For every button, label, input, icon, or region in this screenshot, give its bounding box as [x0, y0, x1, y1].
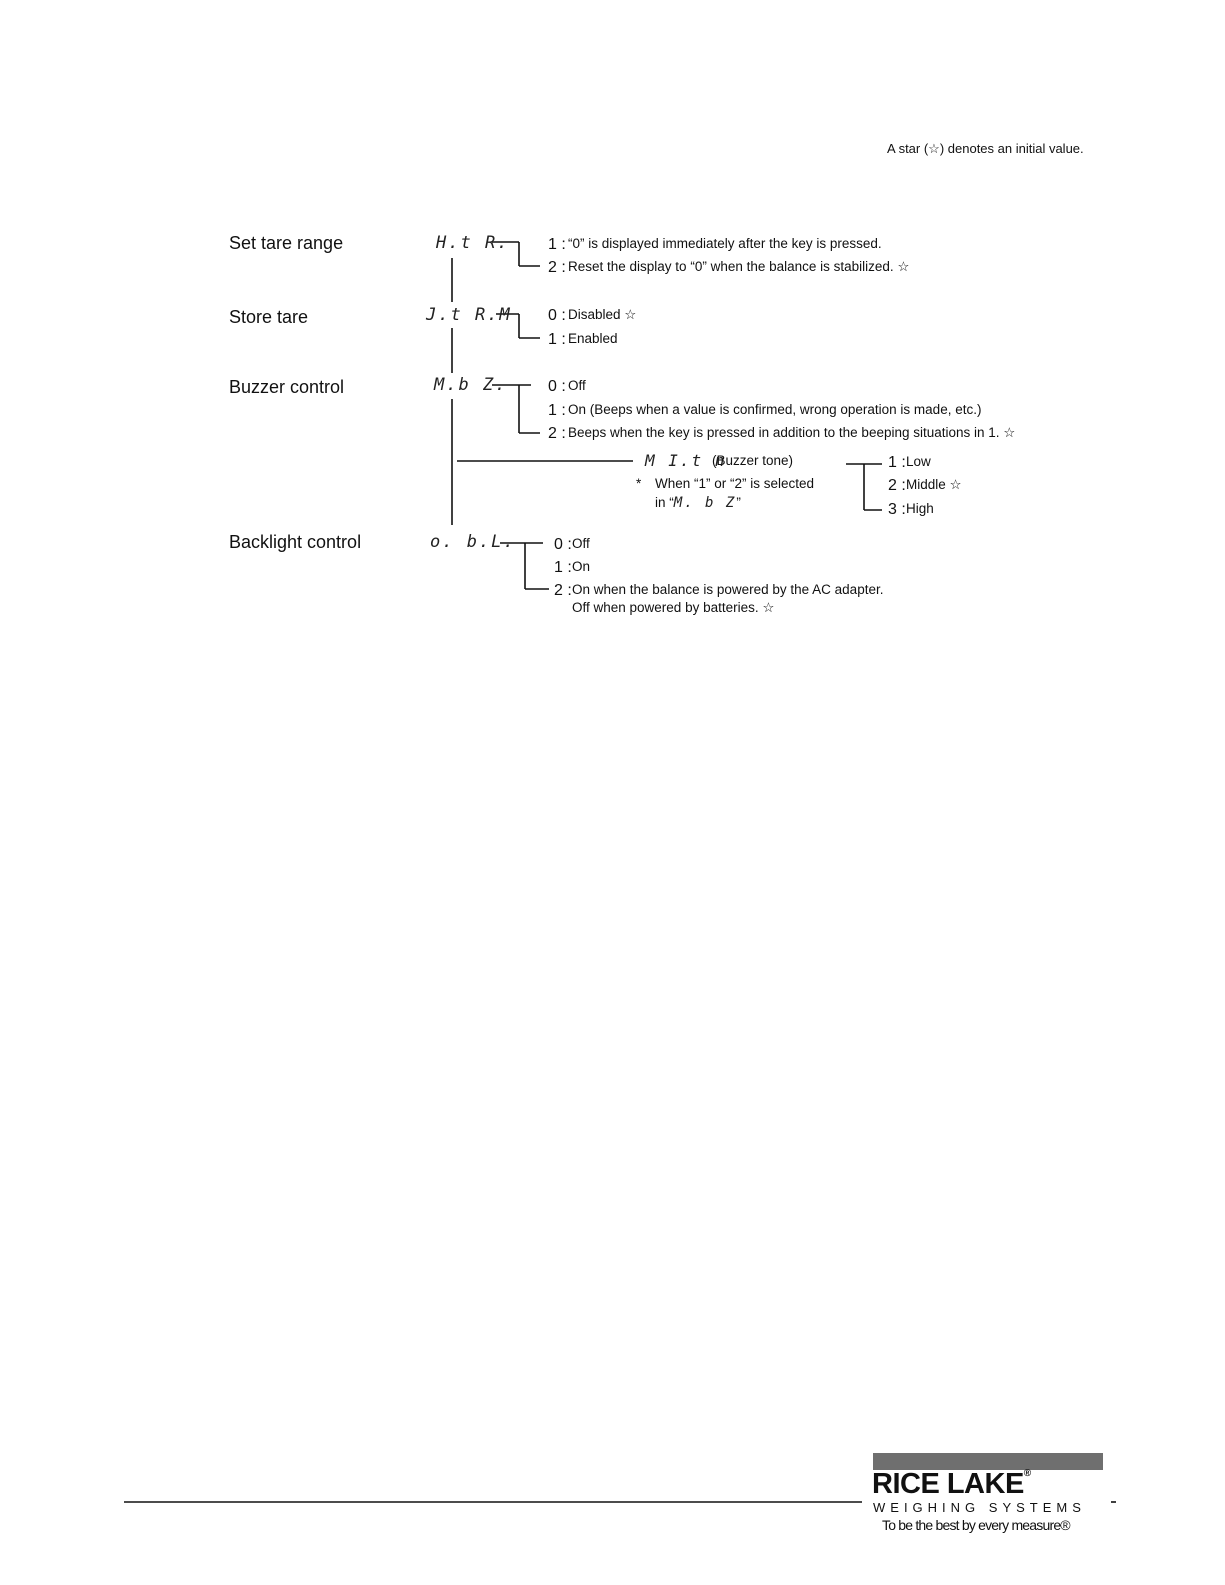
- option-number: 2 :: [548, 259, 566, 276]
- option-text: Reset the display to “0” when the balance is stabilized. ☆: [568, 259, 910, 274]
- company-logo: RICE LAKE®: [872, 1468, 1031, 1500]
- option-number: 2 :: [888, 477, 906, 494]
- option-text: On: [572, 559, 591, 574]
- set-tare-range-label: Set tare range: [229, 233, 344, 253]
- buzzer-tone-code: M I.t n: [645, 451, 727, 470]
- option-number: 2 :: [554, 582, 572, 599]
- option-text: Low: [906, 454, 931, 469]
- option-number: 0 :: [554, 536, 572, 553]
- option-text: Beeps when the key is pressed in addition to the beeping situations in 1. ☆: [568, 425, 1016, 440]
- buzzer-control-code: M.b Z.: [434, 375, 508, 395]
- buzzer-tone-label: (Buzzer tone): [712, 453, 794, 468]
- footnote-line1: When “1” or “2” is selected: [655, 476, 815, 491]
- backlight-control-label: Backlight control: [229, 532, 362, 552]
- option-number: 1 :: [548, 331, 566, 348]
- company-subtitle: WEIGHING SYSTEMS: [873, 1500, 1086, 1515]
- option-number: 3 :: [888, 501, 906, 518]
- option-text: High: [906, 501, 934, 516]
- option-text-continued: Off when powered by batteries. ☆: [572, 600, 775, 615]
- option-text: Middle ☆: [906, 477, 962, 492]
- buzzer-control-label: Buzzer control: [229, 377, 345, 397]
- option-text: Disabled ☆: [568, 307, 637, 322]
- option-number: 2 :: [548, 425, 566, 442]
- option-number: 1 :: [888, 454, 906, 471]
- store-tare-label: Store tare: [229, 307, 309, 327]
- option-number: 1 :: [548, 402, 566, 419]
- option-text: On (Beeps when a value is confirmed, wrong operation is made, etc.): [568, 402, 982, 417]
- option-text: Off: [568, 378, 586, 393]
- option-text: On when the balance is powered by the AC adapter.: [572, 582, 884, 597]
- backlight-control-code: o. b.L.: [430, 532, 516, 552]
- option-number: 1 :: [554, 559, 572, 576]
- option-number: 1 :: [548, 236, 566, 253]
- footnote-line2: in “M. b Z”: [655, 495, 741, 511]
- store-tare-code: J.t R.M: [426, 305, 512, 325]
- footnote-star: *: [636, 476, 642, 491]
- set-tare-range-code: H.t R.: [436, 233, 510, 253]
- company-tagline: To be the best by every measure®: [882, 1517, 1070, 1533]
- option-number: 0 :: [548, 307, 566, 324]
- option-text: Enabled: [568, 331, 618, 346]
- option-text: Off: [572, 536, 590, 551]
- option-text: “0” is displayed immediately after the key is pressed.: [568, 236, 882, 251]
- option-number: 0 :: [548, 378, 566, 395]
- initial-value-note: A star (☆) denotes an initial value.: [887, 141, 1084, 156]
